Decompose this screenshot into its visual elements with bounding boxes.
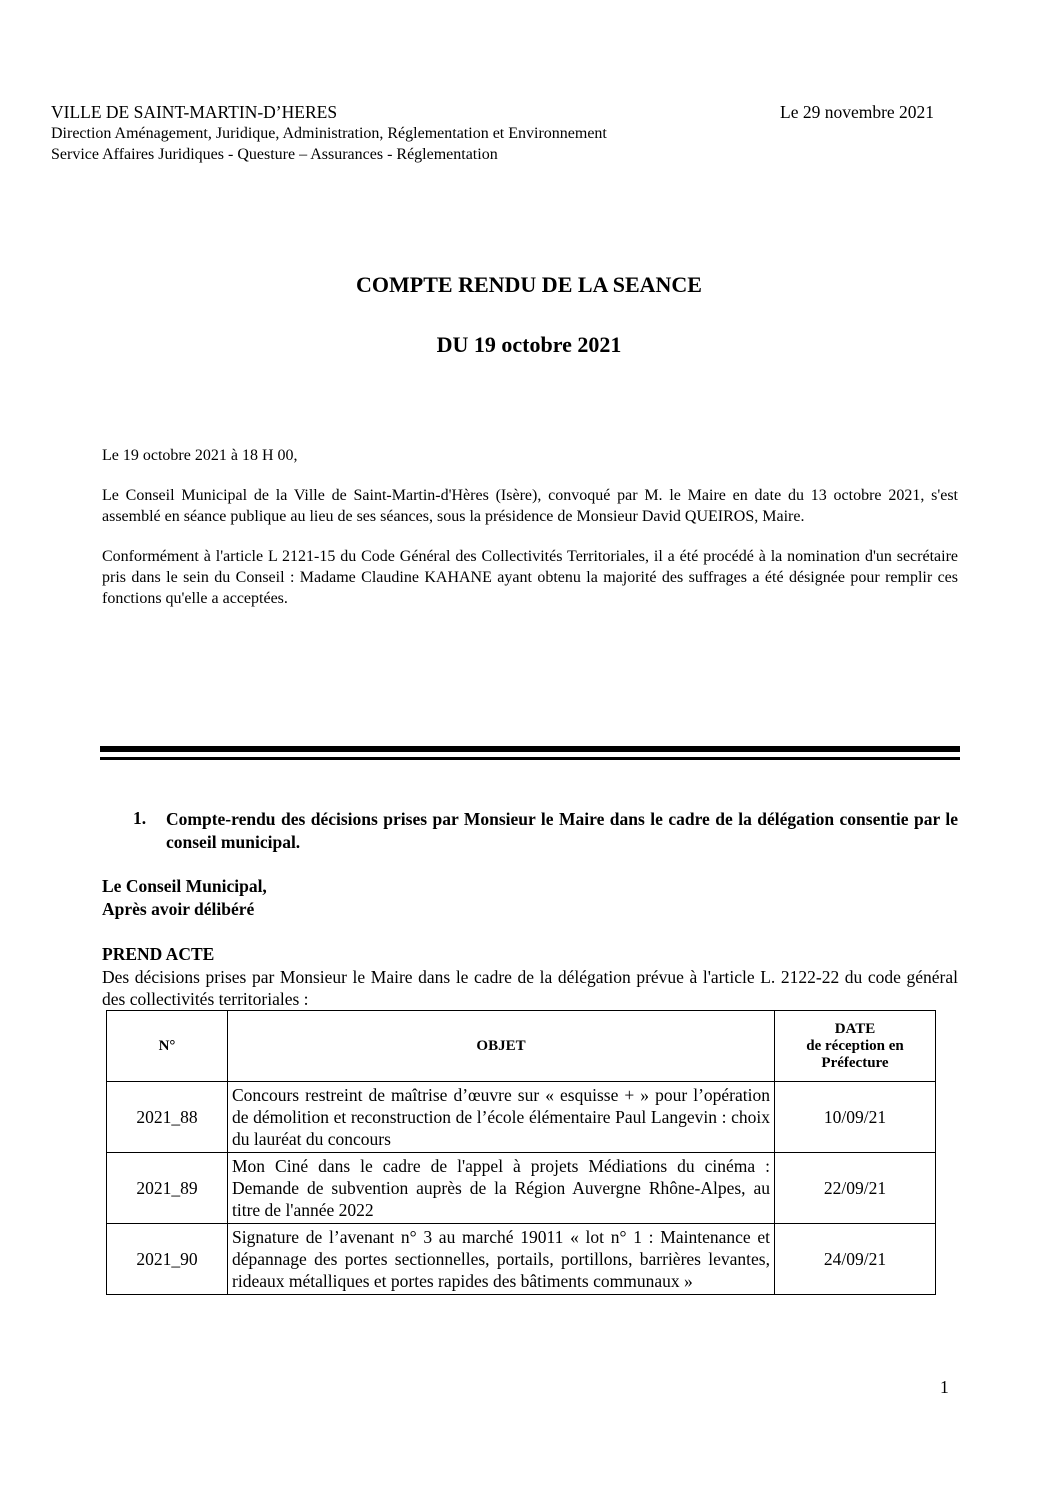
header-date-line1: DATE — [834, 1020, 876, 1037]
section-divider-thick — [100, 746, 960, 752]
prend-acte-heading: PREND ACTE — [102, 944, 215, 964]
decision-number: 2021_90 — [107, 1224, 228, 1295]
page-number: 1 — [940, 1377, 949, 1397]
table-row — [107, 1082, 936, 1153]
header-objet: OBJET — [228, 1011, 775, 1082]
item-number: 1. — [133, 808, 147, 828]
service-name: Service Affaires Juridiques - Questure – Assurances - Réglementation — [51, 146, 498, 163]
decision-date: 24/09/21 — [775, 1224, 936, 1295]
table-row — [107, 1224, 936, 1295]
decision-date: 10/09/21 — [775, 1082, 936, 1153]
council-label: Le Conseil Municipal, — [102, 876, 267, 896]
document-subtitle: DU 19 octobre 2021 — [436, 332, 622, 357]
table-header-row — [107, 1011, 936, 1082]
header-date-line3: Préfecture — [821, 1054, 889, 1071]
organization-name: VILLE DE SAINT-MARTIN-D’HERES — [51, 102, 338, 122]
document-date: Le 29 novembre 2021 — [780, 102, 935, 122]
decision-number: 2021_88 — [107, 1082, 228, 1153]
section-divider-thin — [100, 757, 960, 760]
decision-object: Concours restreint de maîtrise d’œuvre sur « esquisse + » pour l’opération de démolition et reconstruction de l’école élémentaire Paul Langevin : choix du lauréat du concours — [228, 1082, 775, 1153]
decision-object: Mon Ciné dans le cadre de l'appel à projets Médiations du cinéma : Demande de subvention auprès de la Région Auvergne Rhône-Alpes, au titre de l'année 2022 — [228, 1153, 775, 1224]
prend-acte-text: Des décisions prises par Monsieur le Maire dans le cadre de la délégation prévue à l'article L. 2122-22 du code général des collectivités territoriales : — [102, 967, 958, 1009]
decision-object: Signature de l’avenant n° 3 au marché 19011 « lot n° 1 : Maintenance et dépannage des portes sectionnelles, portails, portillons, barrières levantes, rideaux métalliques et portes rapides des bâtiments communaux » — [228, 1224, 775, 1295]
document-title: COMPTE RENDU DE LA SEANCE — [356, 272, 702, 297]
header-date — [775, 1011, 936, 1082]
decision-number: 2021_89 — [107, 1153, 228, 1224]
deliberation-label: Après avoir délibéré — [102, 899, 255, 919]
secretary-paragraph: Conformément à l'article L 2121-15 du Code Général des Collectivités Territoriales, il a été procédé à la nomination d'un secrétaire pris dans le sein du Conseil : Madame Claudine KAHANE ayant obtenu la majorité des suffrages a été désignée pour remplir ces fonctions qu'elle a acceptées. — [102, 548, 958, 607]
header-num: N° — [107, 1011, 228, 1082]
direction-name: Direction Aménagement, Juridique, Administration, Réglementation et Environnement — [51, 125, 607, 142]
item-heading: Compte-rendu des décisions prises par Monsieur le Maire dans le cadre de la délégation consentie par le conseil municipal. — [166, 809, 958, 852]
table-row — [107, 1153, 936, 1224]
meeting-time: Le 19 octobre 2021 à 18 H 00, — [102, 447, 298, 464]
decisions-table — [106, 1010, 936, 1295]
intro-paragraph: Le Conseil Municipal de la Ville de Saint-Martin-d'Hères (Isère), convoqué par M. le Maire en date du 13 octobre 2021, s'est assemblé en séance publique au lieu de ses séances, sous la présidence de Monsieur David QUEIROS, Maire. — [102, 487, 958, 525]
decision-date: 22/09/21 — [775, 1153, 936, 1224]
header-date-line2: de réception en — [806, 1037, 904, 1054]
